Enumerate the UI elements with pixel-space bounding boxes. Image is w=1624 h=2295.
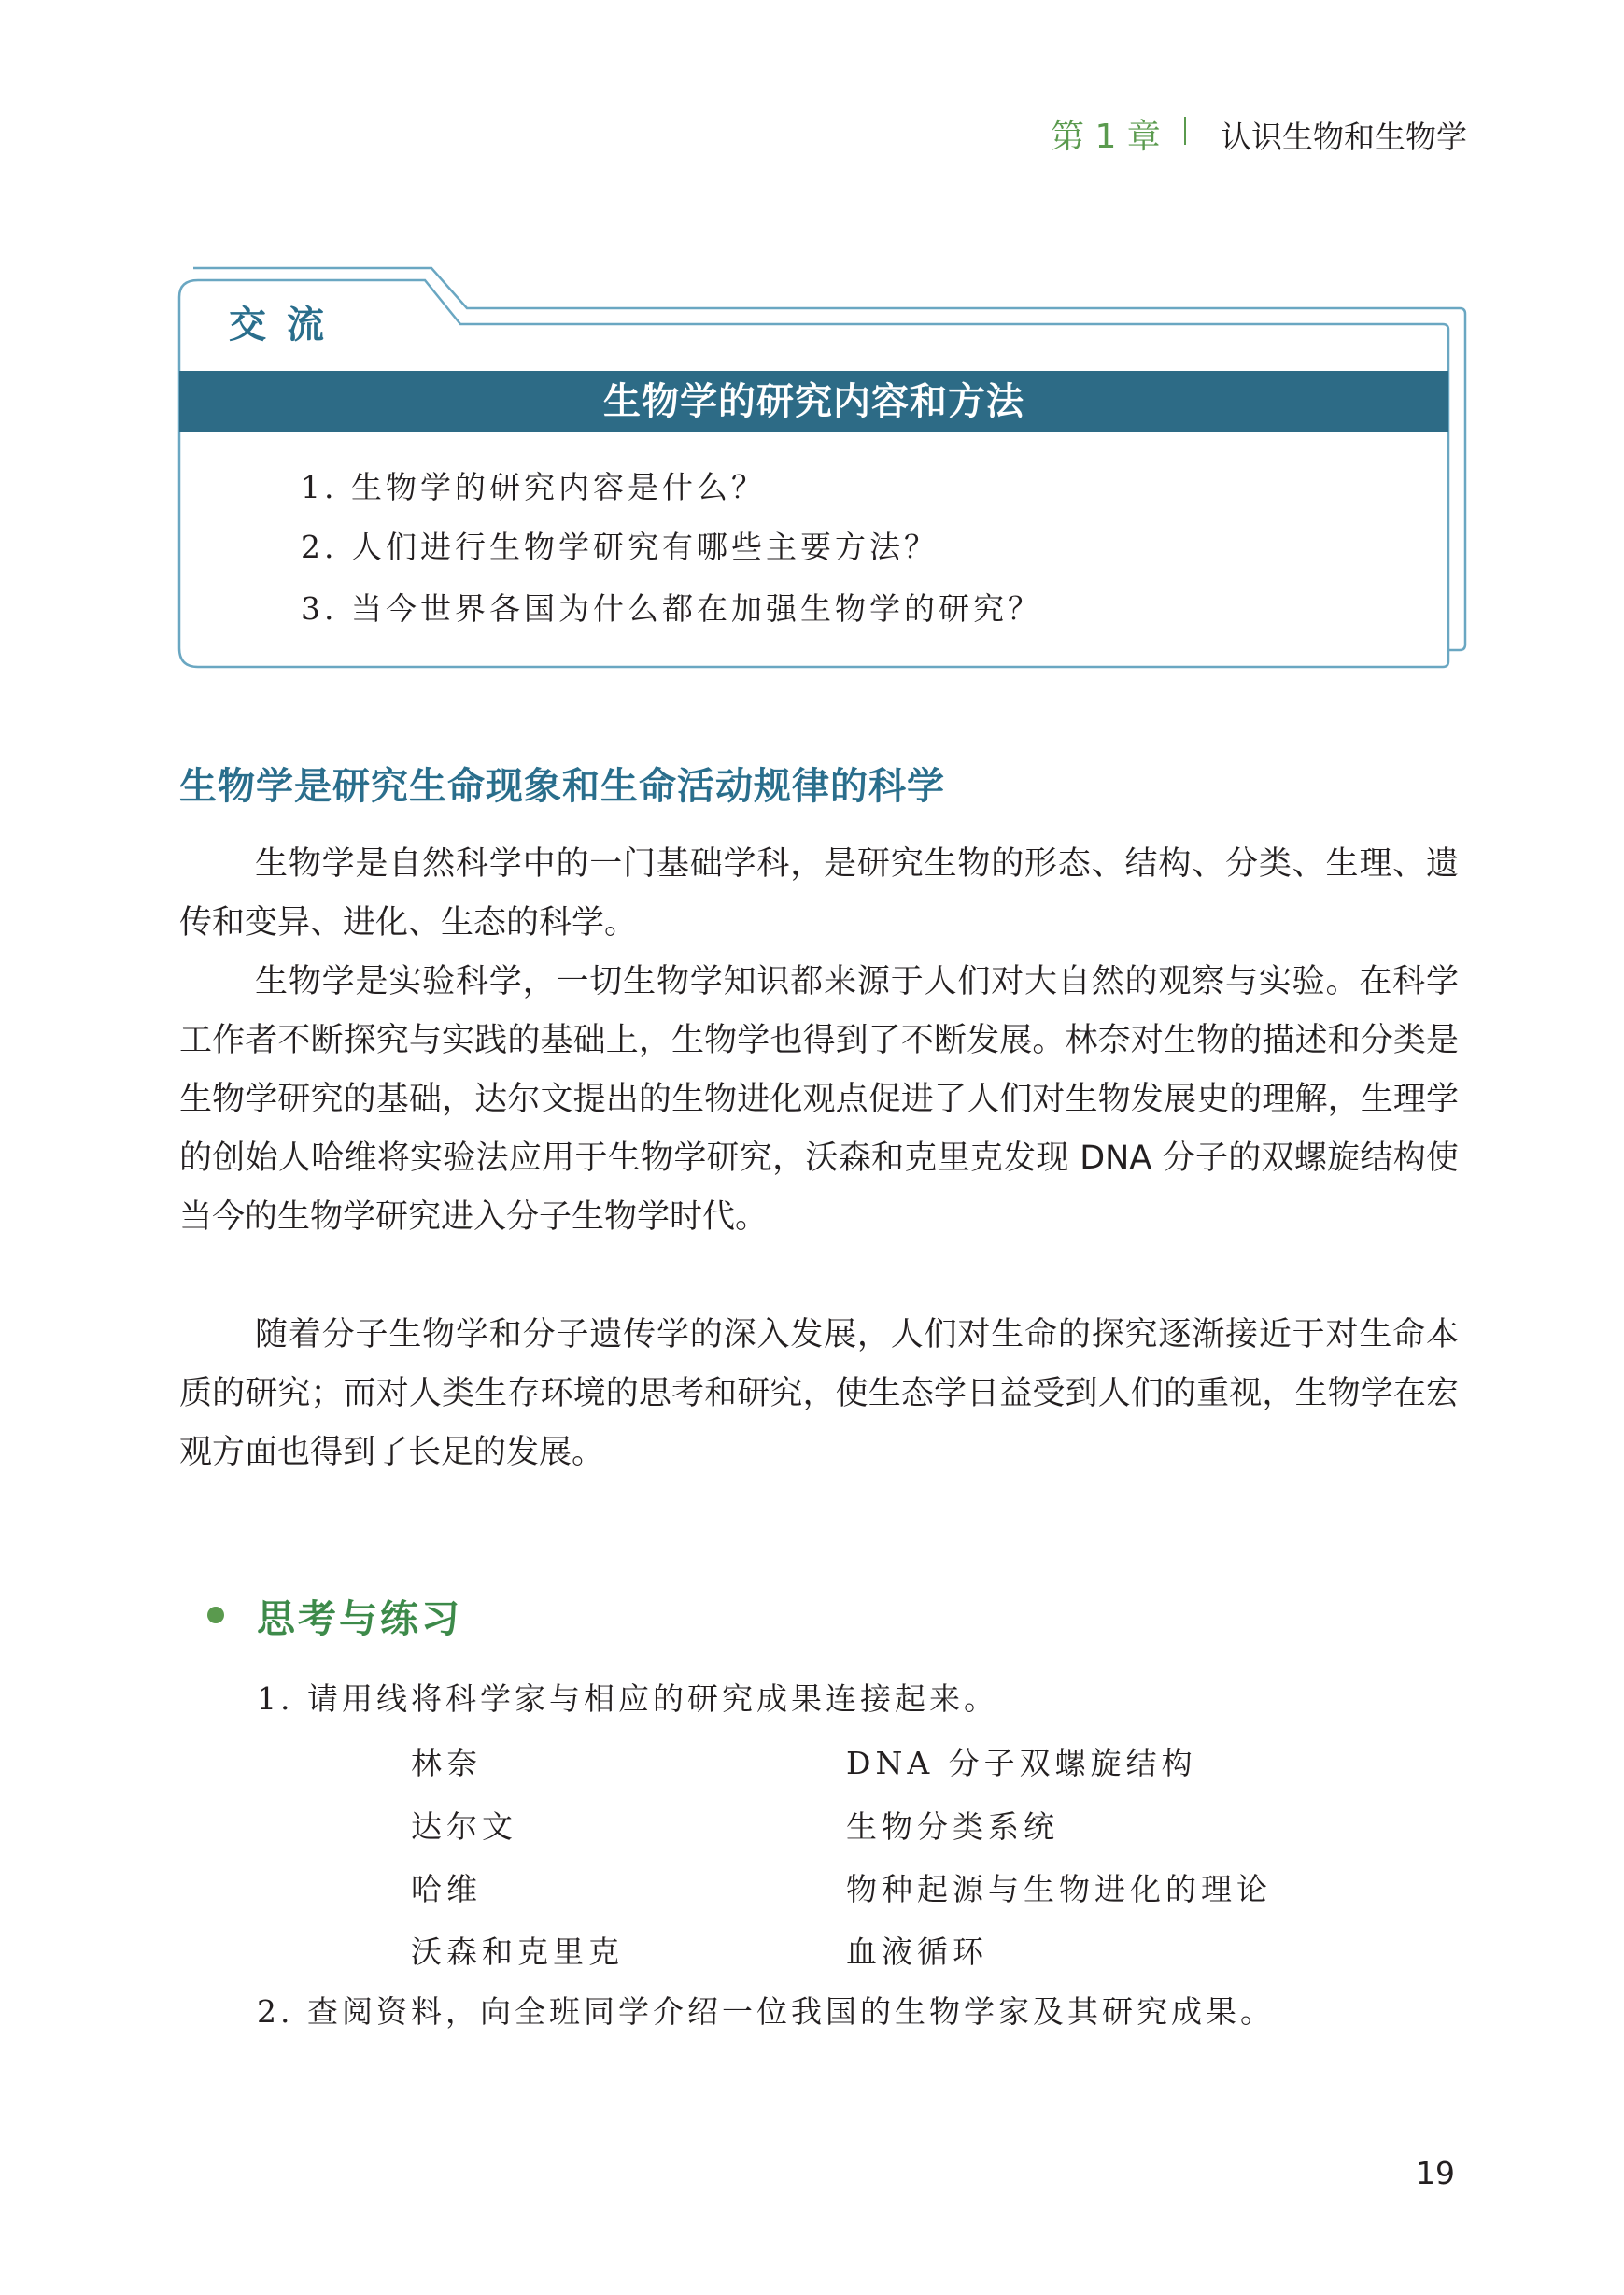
page-number: 19 — [1416, 2155, 1455, 2191]
exchange-question-1: 1. 生物学的研究内容是什么？ — [301, 469, 766, 505]
exchange-title: 生物学的研究内容和方法 — [603, 379, 1024, 423]
match-achievement-1: DNA 分子双螺旋结构 — [846, 1745, 1197, 1781]
match-achievement-2: 生物分类系统 — [846, 1808, 1059, 1845]
body-paragraph-2: 生物学是实验科学，一切生物学知识都来源于人们对大自然的观察与实验。在科学工作者不断探究与实践的基础上，生物学也得到了不断发展。林奈对生物的描述和分类是生物学研究的基础，达尔文提出的生物进化观点促进了人们对生物发展史的理解，生理学的创始人哈维将实验法应用于生物学研究，沃森和克里克发现 DNA 分子的双螺旋结构使当今的生物学研究进入分子生物学时代。 — [179, 963, 1459, 1236]
exchange-question-3: 3. 当今世界各国为什么都在加强生物学的研究？ — [301, 590, 1042, 627]
section-heading: 生物学是研究生命现象和生命活动规律的科学 — [179, 765, 945, 808]
exercise-bullet-icon — [207, 1607, 224, 1623]
match-scientist-1: 林奈 — [411, 1745, 482, 1781]
match-achievement-4: 血液循环 — [846, 1934, 988, 1970]
body-paragraph-1: 生物学是自然科学中的一门基础学科，是研究生物的形态、结构、分类、生理、遗传和变异、进化、生态的科学。 — [179, 845, 1459, 942]
match-scientist-3: 哈维 — [411, 1871, 482, 1907]
chapter-number: 第 1 章 — [1051, 118, 1161, 156]
exercise-item-2: 2. 查阅资料，向全班同学介绍一位我国的生物学家及其研究成果。 — [257, 1993, 1275, 2030]
chapter-title: 认识生物和生物学 — [1221, 119, 1467, 155]
body-paragraph-3: 随着分子生物学和分子遗传学的深入发展，人们对生命的探究逐渐接近于对生命本质的研究；而对人类生存环境的思考和研究，使生态学日益受到人们的重视，生物学在宏观方面也得到了长足的发展。 — [179, 1316, 1459, 1471]
exchange-tab-label: 交流 — [229, 303, 345, 347]
match-scientist-2: 达尔文 — [411, 1808, 517, 1845]
match-achievement-3: 物种起源与生物进化的理论 — [846, 1871, 1272, 1907]
exchange-question-2: 2. 人们进行生物学研究有哪些主要方法？ — [301, 529, 939, 565]
exercise-heading: 思考与练习 — [257, 1596, 462, 1641]
match-scientist-4: 沃森和克里克 — [411, 1934, 624, 1970]
exercise-item-1: 1. 请用线将科学家与相应的研究成果连接起来。 — [257, 1680, 998, 1717]
